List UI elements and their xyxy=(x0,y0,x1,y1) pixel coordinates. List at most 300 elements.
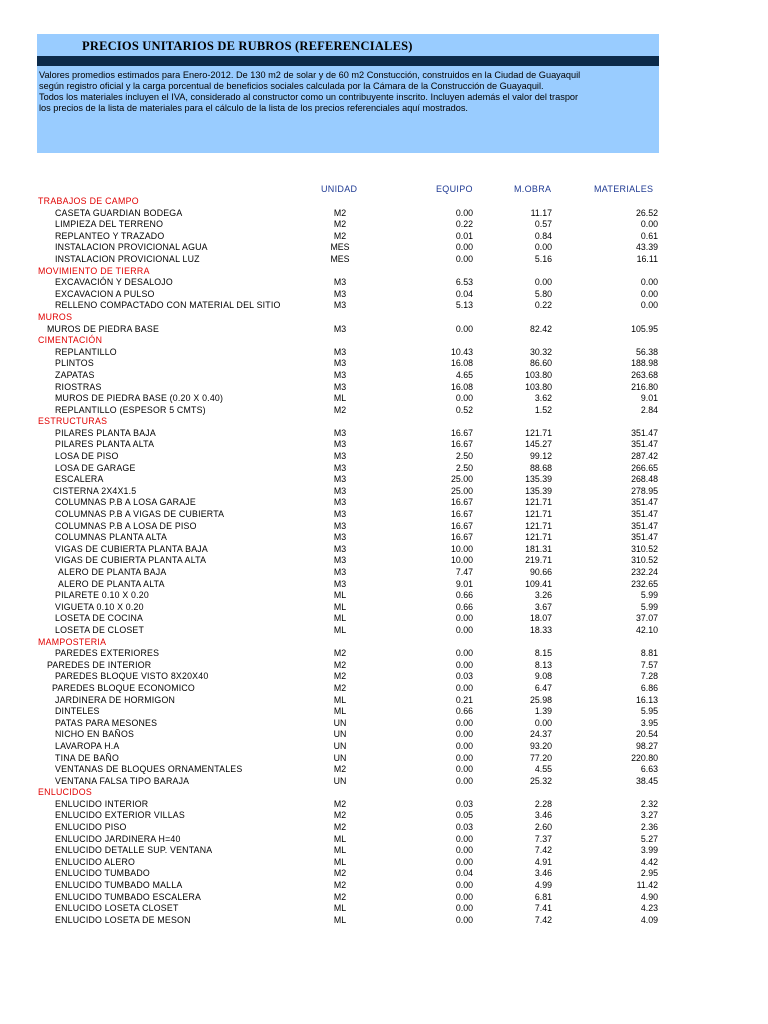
table-row xyxy=(0,439,768,451)
item-equipo: 16.67 xyxy=(450,509,473,520)
item-materiales: 0.00 xyxy=(640,288,658,299)
section-heading: MAMPOSTERIA xyxy=(38,636,107,647)
item-unit: M3 xyxy=(333,543,347,554)
item-materiales: 56.38 xyxy=(635,346,658,357)
item-materiales: 351.47 xyxy=(631,509,658,520)
item-mobra: 24.37 xyxy=(529,729,552,740)
item-mobra: 6.81 xyxy=(534,891,552,902)
item-mobra: 8.15 xyxy=(534,648,552,659)
item-materiales: 310.52 xyxy=(631,555,658,566)
item-equipo: 0.66 xyxy=(455,706,473,717)
item-mobra: 88.68 xyxy=(529,462,552,473)
column-headers xyxy=(0,184,768,196)
item-mobra: 219.71 xyxy=(525,555,552,566)
item-equipo: 0.00 xyxy=(455,624,473,635)
item-equipo: 0.00 xyxy=(455,891,473,902)
item-unit: M2 xyxy=(333,648,347,659)
item-name: TINA DE BAÑO xyxy=(55,752,119,763)
item-equipo: 0.00 xyxy=(455,845,473,856)
item-unit: M2 xyxy=(333,868,347,879)
item-equipo: 16.67 xyxy=(450,427,473,438)
item-materiales: 6.86 xyxy=(640,682,658,693)
item-equipo: 2.50 xyxy=(455,462,473,473)
item-name: EXCAVACIÓN Y DESALOJO xyxy=(55,277,173,288)
item-name: PAREDES EXTERIORES xyxy=(55,648,160,659)
item-materiales: 37.07 xyxy=(635,613,658,624)
item-equipo: 0.52 xyxy=(455,404,473,415)
item-mobra: 90.66 xyxy=(529,567,552,577)
item-unit: ML xyxy=(333,694,347,705)
item-equipo: 0.00 xyxy=(455,659,473,670)
item-equipo: 7.47 xyxy=(455,567,473,577)
table-row xyxy=(0,613,768,625)
item-equipo: 0.03 xyxy=(455,822,473,833)
item-materiales: 7.57 xyxy=(640,659,658,670)
table-row xyxy=(0,463,768,475)
item-mobra: 2.60 xyxy=(534,822,552,833)
title-band xyxy=(37,34,659,56)
item-name: COLUMNAS PLANTA ALTA xyxy=(55,532,168,543)
item-name: DINTELES xyxy=(55,706,100,717)
section-heading: MUROS xyxy=(38,311,73,322)
description-line: Valores promedios estimados para Enero-2012. De 130 m2 de solar y de 60 m2 Constucción, construidos en la Ciudad de Guayaquil xyxy=(39,70,581,80)
item-name: REPLANTILLO xyxy=(55,346,117,357)
table-row xyxy=(0,231,768,243)
item-mobra: 5.80 xyxy=(534,288,552,299)
table-row xyxy=(0,521,768,533)
item-name: JARDINERA DE HORMIGON xyxy=(55,694,176,705)
table-row xyxy=(0,753,768,765)
item-name: RIOSTRAS xyxy=(55,381,102,392)
item-unit: UN xyxy=(333,752,347,763)
item-name: PAREDES BLOQUE VISTO 8X20X40 xyxy=(55,671,209,682)
table-row xyxy=(0,590,768,602)
item-mobra: 3.67 xyxy=(534,601,552,612)
item-materiales: 16.13 xyxy=(635,694,658,705)
item-mobra: 77.20 xyxy=(529,752,552,763)
item-name: PLINTOS xyxy=(55,358,94,369)
item-unit: M3 xyxy=(333,346,347,357)
item-unit: M3 xyxy=(333,358,347,369)
item-name: COLUMNAS P.B A LOSA GARAJE xyxy=(55,497,196,508)
item-name: PAREDES DE INTERIOR xyxy=(47,659,152,670)
table-row xyxy=(0,497,768,509)
item-mobra: 109.41 xyxy=(525,578,552,589)
item-equipo: 0.00 xyxy=(455,903,473,914)
item-unit: M3 xyxy=(333,323,347,334)
table-row xyxy=(0,405,768,417)
item-equipo: 10.00 xyxy=(450,543,473,554)
item-unit: M3 xyxy=(333,497,347,508)
item-equipo: 0.00 xyxy=(455,752,473,763)
item-materiales: 3.27 xyxy=(640,810,658,821)
table-row xyxy=(0,254,768,266)
table-row xyxy=(0,474,768,486)
item-equipo: 0.00 xyxy=(455,242,473,253)
item-name: LAVAROPA H.A xyxy=(55,740,120,751)
item-name: VIGUETA 0.10 X 0.20 xyxy=(55,601,144,612)
item-unit: ML xyxy=(333,903,347,914)
item-name: LOSETA DE COCINA xyxy=(55,613,144,624)
item-materiales: 0.00 xyxy=(640,300,658,311)
item-equipo: 16.08 xyxy=(450,381,473,392)
item-equipo: 10.43 xyxy=(450,346,473,357)
item-equipo: 6.53 xyxy=(455,277,473,288)
table-row xyxy=(0,289,768,301)
item-materiales: 4.90 xyxy=(640,891,658,902)
item-materiales: 3.95 xyxy=(640,717,658,728)
item-materiales: 3.99 xyxy=(640,845,658,856)
item-materiales: 278.95 xyxy=(631,485,658,496)
item-name: ENLUCIDO INTERIOR xyxy=(55,798,149,809)
item-equipo: 0.00 xyxy=(455,729,473,740)
item-unit: M3 xyxy=(333,427,347,438)
item-name: ENLUCIDO TUMBADO xyxy=(55,868,150,879)
item-unit: M3 xyxy=(333,300,347,311)
item-mobra: 7.42 xyxy=(534,845,552,856)
table-row xyxy=(0,347,768,359)
item-unit: M3 xyxy=(333,509,347,520)
item-mobra: 145.27 xyxy=(525,439,552,450)
item-materiales: 98.27 xyxy=(635,740,658,751)
item-name: ENLUCIDO LOSETA DE MESON xyxy=(55,914,191,925)
item-equipo: 0.66 xyxy=(455,590,473,601)
item-mobra: 18.33 xyxy=(529,624,552,635)
item-unit: M3 xyxy=(333,369,347,380)
table-row xyxy=(0,428,768,440)
item-mobra: 82.42 xyxy=(529,323,552,334)
item-mobra: 135.39 xyxy=(525,485,552,496)
item-mobra: 3.46 xyxy=(534,810,552,821)
item-mobra: 7.42 xyxy=(534,914,552,925)
item-materiales: 287.42 xyxy=(631,451,658,462)
item-equipo: 0.04 xyxy=(455,868,473,879)
table-row xyxy=(0,544,768,556)
item-materiales: 4.42 xyxy=(640,856,658,867)
item-equipo: 9.01 xyxy=(455,578,473,589)
item-mobra: 8.13 xyxy=(534,659,552,670)
table-row xyxy=(0,892,768,904)
item-mobra: 25.32 xyxy=(529,775,552,786)
item-equipo: 0.00 xyxy=(455,613,473,624)
item-materiales: 0.00 xyxy=(640,219,658,230)
item-mobra: 3.46 xyxy=(534,868,552,879)
item-unit: MES xyxy=(330,242,350,253)
item-equipo: 0.00 xyxy=(455,740,473,751)
item-unit: M2 xyxy=(333,404,347,415)
item-materiales: 310.52 xyxy=(631,543,658,554)
item-materiales: 0.00 xyxy=(640,277,658,288)
item-equipo: 16.67 xyxy=(450,520,473,531)
item-mobra: 121.71 xyxy=(525,509,552,520)
item-materiales: 5.99 xyxy=(640,601,658,612)
item-unit: M2 xyxy=(333,891,347,902)
item-mobra: 3.26 xyxy=(534,590,552,601)
table-row xyxy=(0,451,768,463)
item-equipo: 0.00 xyxy=(455,856,473,867)
item-unit: M3 xyxy=(333,474,347,485)
table-row xyxy=(0,776,768,788)
item-name: LOSETA DE CLOSET xyxy=(55,624,145,635)
item-unit: M2 xyxy=(333,822,347,833)
item-equipo: 0.00 xyxy=(455,775,473,786)
item-equipo: 16.67 xyxy=(450,497,473,508)
item-equipo: 5.13 xyxy=(455,300,473,311)
item-name: INSTALACION PROVICIONAL AGUA xyxy=(55,242,208,253)
item-unit: M2 xyxy=(333,880,347,891)
item-mobra: 3.62 xyxy=(534,393,552,404)
header-divider-bar xyxy=(37,56,659,66)
description-line: según registro oficial y la carga porcentual de beneficios sociales calculada por la Cámara de la Construcción de Guayaquil. xyxy=(39,81,544,91)
item-mobra: 7.37 xyxy=(534,833,552,844)
item-equipo: 0.00 xyxy=(455,880,473,891)
item-materiales: 26.52 xyxy=(635,207,658,218)
item-materiales: 42.10 xyxy=(635,624,658,635)
table-row xyxy=(0,845,768,857)
item-name: PATAS PARA MESONES xyxy=(55,717,158,728)
item-equipo: 0.01 xyxy=(455,230,473,241)
item-name: VENTANA FALSA TIPO BARAJA xyxy=(55,775,190,786)
item-mobra: 103.80 xyxy=(525,381,552,392)
item-unit: M3 xyxy=(333,485,347,496)
table-row xyxy=(0,857,768,869)
item-mobra: 0.00 xyxy=(534,242,552,253)
table-row xyxy=(0,219,768,231)
item-mobra: 99.12 xyxy=(529,451,552,462)
item-materiales: 188.98 xyxy=(631,358,658,369)
section-heading: MOVIMIENTO DE TIERRA xyxy=(38,265,150,276)
item-equipo: 0.00 xyxy=(455,648,473,659)
item-mobra: 30.32 xyxy=(529,346,552,357)
item-equipo: 0.04 xyxy=(455,288,473,299)
table-row xyxy=(0,324,768,336)
column-header-unidad: UNIDAD xyxy=(321,184,358,194)
table-row xyxy=(0,602,768,614)
item-materiales: 2.84 xyxy=(640,404,658,415)
item-name: NICHO EN BAÑOS xyxy=(55,729,135,740)
item-equipo: 4.65 xyxy=(455,369,473,380)
item-name: LOSA DE GARAGE xyxy=(55,462,136,473)
item-materiales: 20.54 xyxy=(635,729,658,740)
item-name: PILARES PLANTA BAJA xyxy=(55,427,156,438)
item-materiales: 216.80 xyxy=(631,381,658,392)
item-materiales: 351.47 xyxy=(631,520,658,531)
item-equipo: 25.00 xyxy=(450,474,473,485)
item-name: RELLENO COMPACTADO CON MATERIAL DEL SITIO xyxy=(55,300,281,311)
item-equipo: 0.00 xyxy=(455,207,473,218)
item-name: REPLANTEO Y TRAZADO xyxy=(55,230,165,241)
table-row xyxy=(0,555,768,567)
item-mobra: 121.71 xyxy=(525,520,552,531)
item-name: ENLUCIDO DETALLE SUP. VENTANA xyxy=(55,845,213,856)
item-equipo: 16.67 xyxy=(450,439,473,450)
item-unit: M2 xyxy=(333,764,347,775)
item-name: PILARES PLANTA ALTA xyxy=(55,439,155,450)
item-materiales: 4.09 xyxy=(640,914,658,925)
section-heading: TRABAJOS DE CAMPO xyxy=(38,196,139,206)
item-unit: UN xyxy=(333,740,347,751)
item-materiales: 220.80 xyxy=(631,752,658,763)
table-row xyxy=(0,509,768,521)
item-unit: M3 xyxy=(333,567,347,577)
item-unit: M2 xyxy=(333,810,347,821)
item-unit: M2 xyxy=(333,798,347,809)
item-materiales: 8.81 xyxy=(640,648,658,659)
item-name: CASETA GUARDIAN BODEGA xyxy=(55,207,183,218)
description-line: Todos los materiales incluyen el IVA, considerado al constructor como un contribuyente inscrito. Incluyen además el valor del traspor xyxy=(39,92,579,102)
item-materiales: 9.01 xyxy=(640,393,658,404)
item-mobra: 121.71 xyxy=(525,427,552,438)
item-mobra: 25.98 xyxy=(529,694,552,705)
table-row xyxy=(0,915,768,927)
item-mobra: 135.39 xyxy=(525,474,552,485)
item-mobra: 11.17 xyxy=(530,207,552,218)
item-name: ENLUCIDO TUMBADO ESCALERA xyxy=(55,891,202,902)
item-unit: M2 xyxy=(333,230,347,241)
item-name: INSTALACION PROVICIONAL LUZ xyxy=(55,253,200,264)
item-mobra: 0.57 xyxy=(534,219,552,230)
item-unit: ML xyxy=(333,914,347,925)
item-equipo: 0.00 xyxy=(455,764,473,775)
table-row xyxy=(0,799,768,811)
item-name: ALERO DE PLANTA ALTA xyxy=(58,578,165,589)
item-unit: M3 xyxy=(333,277,347,288)
table-row xyxy=(0,648,768,660)
item-name: ENLUCIDO JARDINERA H=40 xyxy=(55,833,181,844)
item-mobra: 0.00 xyxy=(534,277,552,288)
table-row xyxy=(0,242,768,254)
table-row xyxy=(0,393,768,405)
item-mobra: 6.47 xyxy=(534,682,552,693)
item-mobra: 0.00 xyxy=(534,717,552,728)
item-name: ALERO DE PLANTA BAJA xyxy=(58,567,167,577)
item-equipo: 0.00 xyxy=(455,914,473,925)
item-materiales: 351.47 xyxy=(631,497,658,508)
item-name: CISTERNA 2X4X1.5 xyxy=(53,485,137,496)
item-equipo: 0.00 xyxy=(455,682,473,693)
item-unit: M2 xyxy=(333,207,347,218)
item-unit: M2 xyxy=(333,682,347,693)
item-equipo: 0.00 xyxy=(455,253,473,264)
item-materiales: 6.63 xyxy=(640,764,658,775)
item-equipo: 0.03 xyxy=(455,798,473,809)
item-unit: MES xyxy=(330,253,350,264)
item-unit: M3 xyxy=(333,439,347,450)
item-materiales: 232.24 xyxy=(631,567,658,577)
item-name: ZAPATAS xyxy=(55,369,95,380)
item-materiales: 43.39 xyxy=(635,242,658,253)
item-mobra: 86.60 xyxy=(529,358,552,369)
item-mobra: 4.91 xyxy=(534,856,552,867)
column-header-materiales: MATERIALES xyxy=(594,184,654,194)
item-unit: M3 xyxy=(333,520,347,531)
item-unit: M3 xyxy=(333,578,347,589)
table-row xyxy=(0,382,768,394)
item-mobra: 2.28 xyxy=(534,798,552,809)
item-materiales: 5.27 xyxy=(640,833,658,844)
item-name: MUROS DE PIEDRA BASE (0.20 X 0.40) xyxy=(55,393,224,404)
item-name: PAREDES BLOQUE ECONOMICO xyxy=(52,682,195,693)
item-unit: ML xyxy=(333,845,347,856)
item-mobra: 0.22 xyxy=(534,300,552,311)
item-equipo: 0.03 xyxy=(455,671,473,682)
item-materiales: 263.68 xyxy=(631,369,658,380)
section-heading: ESTRUCTURAS xyxy=(38,416,108,427)
table-row xyxy=(0,208,768,220)
item-materiales: 232.65 xyxy=(631,578,658,589)
item-equipo: 0.00 xyxy=(455,393,473,404)
section-heading: ENLUCIDOS xyxy=(38,787,93,798)
item-mobra: 4.55 xyxy=(534,764,552,775)
item-materiales: 5.95 xyxy=(640,706,658,717)
table-row xyxy=(0,358,768,370)
table-row xyxy=(0,486,768,498)
table-row xyxy=(0,567,768,579)
item-name: ENLUCIDO PISO xyxy=(55,822,127,833)
item-unit: M2 xyxy=(333,659,347,670)
item-unit: ML xyxy=(333,601,347,612)
item-unit: ML xyxy=(333,590,347,601)
item-mobra: 18.07 xyxy=(529,613,552,624)
table-row xyxy=(0,579,768,591)
item-unit: ML xyxy=(333,856,347,867)
item-unit: ML xyxy=(333,613,347,624)
table-row xyxy=(0,903,768,915)
price-table xyxy=(0,196,768,926)
item-mobra: 1.39 xyxy=(534,706,552,717)
table-row xyxy=(0,718,768,730)
item-materiales: 2.36 xyxy=(640,822,658,833)
item-unit: M3 xyxy=(333,462,347,473)
page-title: PRECIOS UNITARIOS DE RUBROS (REFERENCIALES) xyxy=(82,39,413,53)
item-name: VENTANAS DE BLOQUES ORNAMENTALES xyxy=(55,764,243,775)
item-mobra: 121.71 xyxy=(525,497,552,508)
item-name: MUROS DE PIEDRA BASE xyxy=(47,323,160,334)
item-mobra: 93.20 xyxy=(529,740,552,751)
item-unit: M2 xyxy=(333,671,347,682)
table-row xyxy=(0,300,768,312)
table-row xyxy=(0,706,768,718)
item-materiales: 2.32 xyxy=(640,798,658,809)
item-mobra: 103.80 xyxy=(525,369,552,380)
item-materiales: 11.42 xyxy=(636,880,658,891)
table-row xyxy=(0,834,768,846)
table-row xyxy=(0,729,768,741)
item-mobra: 181.31 xyxy=(525,543,552,554)
item-equipo: 0.05 xyxy=(455,810,473,821)
item-unit: M3 xyxy=(333,451,347,462)
item-materiales: 38.45 xyxy=(635,775,658,786)
item-name: ENLUCIDO TUMBADO MALLA xyxy=(55,880,183,891)
table-row xyxy=(0,277,768,289)
header-panel xyxy=(37,34,659,153)
item-equipo: 0.22 xyxy=(455,219,473,230)
item-name: LIMPIEZA DEL TERRENO xyxy=(55,219,164,230)
item-materiales: 16.11 xyxy=(636,253,658,264)
item-equipo: 2.50 xyxy=(455,451,473,462)
table-row xyxy=(0,822,768,834)
item-equipo: 0.21 xyxy=(455,694,473,705)
table-row xyxy=(0,660,768,672)
table-row xyxy=(0,370,768,382)
item-equipo: 25.00 xyxy=(450,485,473,496)
item-mobra: 0.84 xyxy=(534,230,552,241)
item-mobra: 7.41 xyxy=(534,903,552,914)
item-materiales: 351.47 xyxy=(631,439,658,450)
item-name: ENLUCIDO ALERO xyxy=(55,856,136,867)
item-unit: ML xyxy=(333,624,347,635)
item-mobra: 121.71 xyxy=(525,532,552,543)
